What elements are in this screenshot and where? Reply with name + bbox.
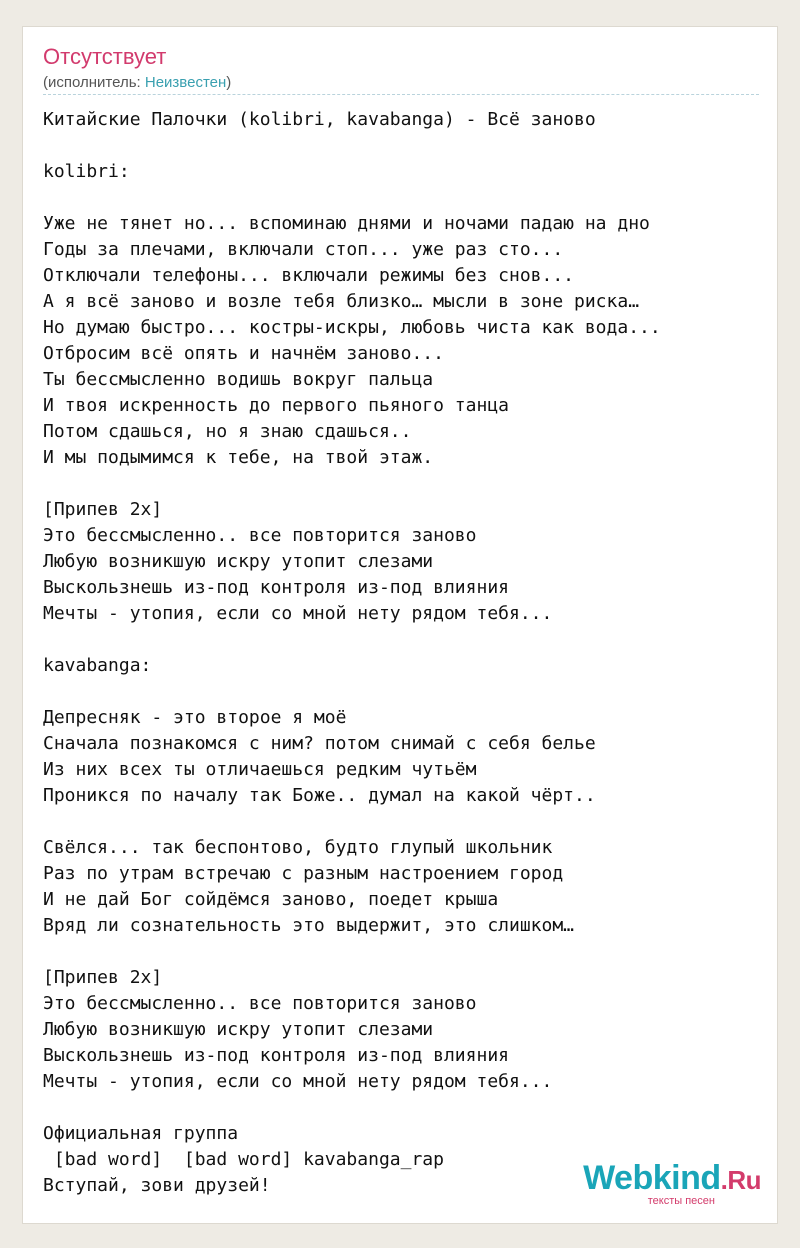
artist-suffix: ) [226, 74, 232, 91]
logo-tagline: тексты песен [647, 1195, 715, 1207]
logo-tld: .Ru [720, 1165, 761, 1195]
site-logo[interactable] [583, 1161, 761, 1207]
song-title: Отсутствует [43, 44, 167, 69]
artist-link[interactable]: Неизвестен [144, 74, 227, 91]
header-divider [43, 94, 759, 95]
logo-brand: Webkind [583, 1159, 721, 1197]
lyrics-card [22, 26, 778, 1224]
artist-prefix: (исполнитель: [43, 74, 145, 91]
logo-wordmark [583, 1161, 761, 1197]
lyrics-text: Китайские Палочки (kolibri, kavabanga) - Всё заново kolibri: Уже не тянет но... вспоминаю днями и ночами падаю на дно Годы за плечами, включали стоп... уже раз сто... Отключали телефоны... включали режимы без снов... А я всё заново и возле тебя близко… мысли в зоне риска… Но думаю быстро... костры-искры, любовь чиста как вода... Отбросим всё опять и начнём заново... Ты бессмысленно водишь вокруг пальца И твоя искренность до первого пьяного танца Потом сдашься, но я знаю сдашься.. И мы подымимся к тебе, на твой этаж. [Припев 2x] Это бессмысленно.. все повторится заново Любую возникшую искру утопит слезами Выскользнешь из-под контроля из-под влияния Мечты - утопия, если со мной нету рядом тебя... kavabanga: Депресняк - это второе я моё Сначала познакомся с ним? потом снимай с себя белье Из них всех ты отличаешься редким чутьём Проникся по началу так Боже.. думал на какой чёрт.. Свёлся... так беспонтово, будто глупый школьник Раз по утрам встречаю с разным настроением город И не дай Бог сойдёмся заново, поедет крыша Вряд ли сознательность это выдержит, это слишком… [Припев 2x] Это бессмысленно.. все повторится заново Любую возникшую искру утопит слезами Выскользнешь из-под контроля из-под влияния Мечты - утопия, если со мной нету рядом тебя... Официальная группа [bad word] [bad word] kavabanga_rap Вступай, зови друзей! [43, 109, 661, 1196]
artist-line [43, 73, 231, 93]
